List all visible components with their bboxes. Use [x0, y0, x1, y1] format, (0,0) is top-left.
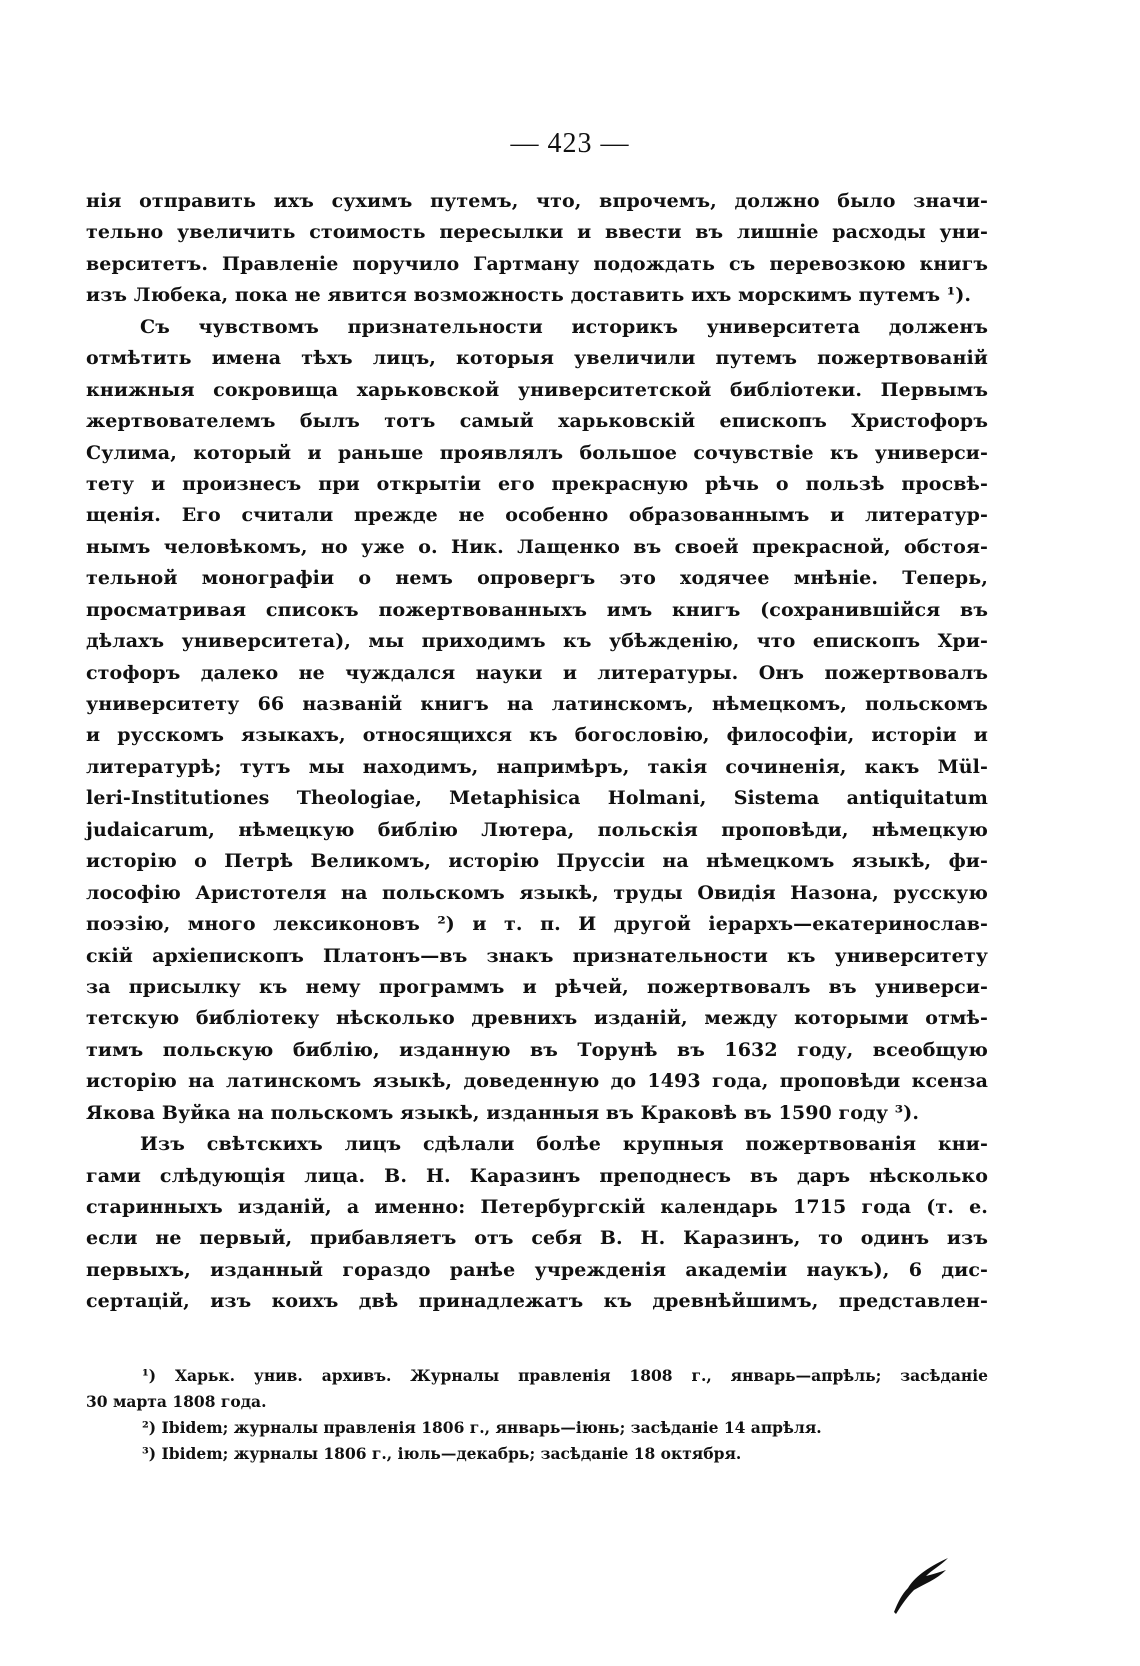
body-line: Съ чувствомъ признательности историкъ университета долженъ: [140, 315, 988, 338]
body-line: гами слѣдующія лица. В. Н. Каразинъ преподнесъ въ даръ нѣсколько: [86, 1164, 988, 1187]
body-line: и русскомъ языкахъ, относящихся къ богословію, философіи, исторіи и: [86, 724, 988, 747]
body-line: литературѣ; тутъ мы находимъ, напримѣръ, такія сочиненія, какъ Mül-: [86, 755, 988, 778]
body-line: верситетъ. Правленіе поручило Гартману подождать съ перевозкою книгъ: [86, 252, 988, 275]
body-line: книжныя сокровища харьковской университетской библіотеки. Первымъ: [86, 378, 988, 401]
footnotes: [86, 1363, 988, 1467]
body-line: стофоръ далеко не чуждался науки и литературы. Онъ пожертвовалъ: [86, 661, 988, 684]
body-line: тимъ польскую библію, изданную въ Торунѣ въ 1632 году, всеобщую: [86, 1038, 988, 1061]
body-line: изъ Любека, пока не явится возможность доставить ихъ морскимъ путемъ ¹).: [86, 284, 972, 307]
body-line: лософію Аристотеля на польскомъ языкѣ, труды Овидія Назона, русскую: [86, 881, 988, 904]
body-line: leri-Institutiones Theologiae, Metaphisica Holmani, Sistema antiquitatum: [86, 787, 988, 810]
body-line: исторію на латинскомъ языкѣ, доведенную до 1493 года, проповѣди ксенза: [86, 1070, 988, 1093]
body-line: сертацій, изъ коихъ двѣ принадлежатъ къ древнѣйшимъ, представлен-: [86, 1290, 988, 1313]
body-text: [86, 186, 988, 1318]
body-line: дѣлахъ университета), мы приходимъ къ убѣжденію, что епископъ Хри-: [86, 630, 988, 653]
body-line: тетскую библіотеку нѣсколько древнихъ изданій, между которыми отмѣ-: [86, 1007, 988, 1030]
footnote-line: 30 марта 1808 года.: [86, 1392, 267, 1411]
body-line: тельно увеличить стоимость пересылки и ввести въ лишніе расходы уни-: [86, 221, 988, 244]
body-line: отмѣтить имена тѣхъ лицъ, которыя увеличили путемъ пожертвованій: [86, 347, 988, 370]
page-number: — 423 —: [510, 128, 630, 159]
body-line: исторію о Петрѣ Великомъ, исторію Пруссіи на нѣмецкомъ языкѣ, фи-: [86, 850, 988, 873]
body-line: первыхъ, изданный гораздо ранѣе учрежденія академіи наукъ), 6 дис-: [86, 1258, 988, 1281]
body-line: Сулима, который и раньше проявлялъ большое сочувствіе къ универси-: [86, 441, 988, 464]
body-line: тету и произнесъ при открытіи его прекрасную рѣчь о пользѣ просвѣ-: [86, 472, 988, 495]
body-line: тельной монографіи о немъ опровергъ это ходячее мнѣніе. Теперь,: [86, 567, 988, 590]
body-line: Якова Вуйка на польскомъ языкѣ, изданныя въ Краковѣ въ 1590 году ³).: [86, 1101, 920, 1124]
body-line: жертвователемъ былъ тотъ самый харьковскій епископъ Христофоръ: [86, 410, 988, 433]
ink-quill-mark: [890, 1548, 952, 1614]
body-line: нія отправить ихъ сухимъ путемъ, что, впрочемъ, должно было значи-: [86, 190, 988, 212]
body-line: Изъ свѣтскихъ лицъ сдѣлали болѣе крупныя пожертвованія кни-: [140, 1133, 988, 1156]
footnote-line: ¹) Харьк. унив. архивъ. Журналы правленія 1808 г., январь—апрѣль; засѣданіе: [142, 1366, 988, 1385]
body-line: judaicarum, нѣмецкую библію Лютера, польскія проповѣди, нѣмецкую: [86, 818, 988, 841]
body-line: щенія. Его считали прежде не особенно образованнымъ и литератур-: [86, 504, 988, 527]
body-line: старинныхъ изданій, а именно: Петербургскій календарь 1715 года (т. е.: [86, 1196, 988, 1218]
body-line: если не первый, прибавляетъ отъ себя В. Н. Каразинъ, то одинъ изъ: [86, 1227, 988, 1250]
body-line: просматривая списокъ пожертвованныхъ имъ книгъ (сохранившійся въ: [86, 598, 988, 621]
body-line: за присылку къ нему программъ и рѣчей, пожертвовалъ въ универси-: [86, 975, 988, 998]
footnote-line: ²) Ibidem; журналы правленія 1806 г., январь—іюнь; засѣданіе 14 апрѣля.: [142, 1418, 822, 1437]
body-line: университету 66 названій книгъ на латинскомъ, нѣмецкомъ, польскомъ: [86, 693, 988, 715]
body-line: нымъ человѣкомъ, но уже о. Ник. Лащенко въ своей прекрасной, обстоя-: [86, 535, 988, 558]
footnote-line: ³) Ibidem; журналы 1806 г., іюль—декабрь; засѣданіе 18 октября.: [142, 1444, 742, 1463]
body-line: поэзію, много лексиконовъ ²) и т. п. И другой іерархъ—екатеринослав-: [86, 913, 988, 936]
body-line: скій архіепископъ Платонъ—въ знакъ признательности къ университету: [86, 944, 988, 967]
